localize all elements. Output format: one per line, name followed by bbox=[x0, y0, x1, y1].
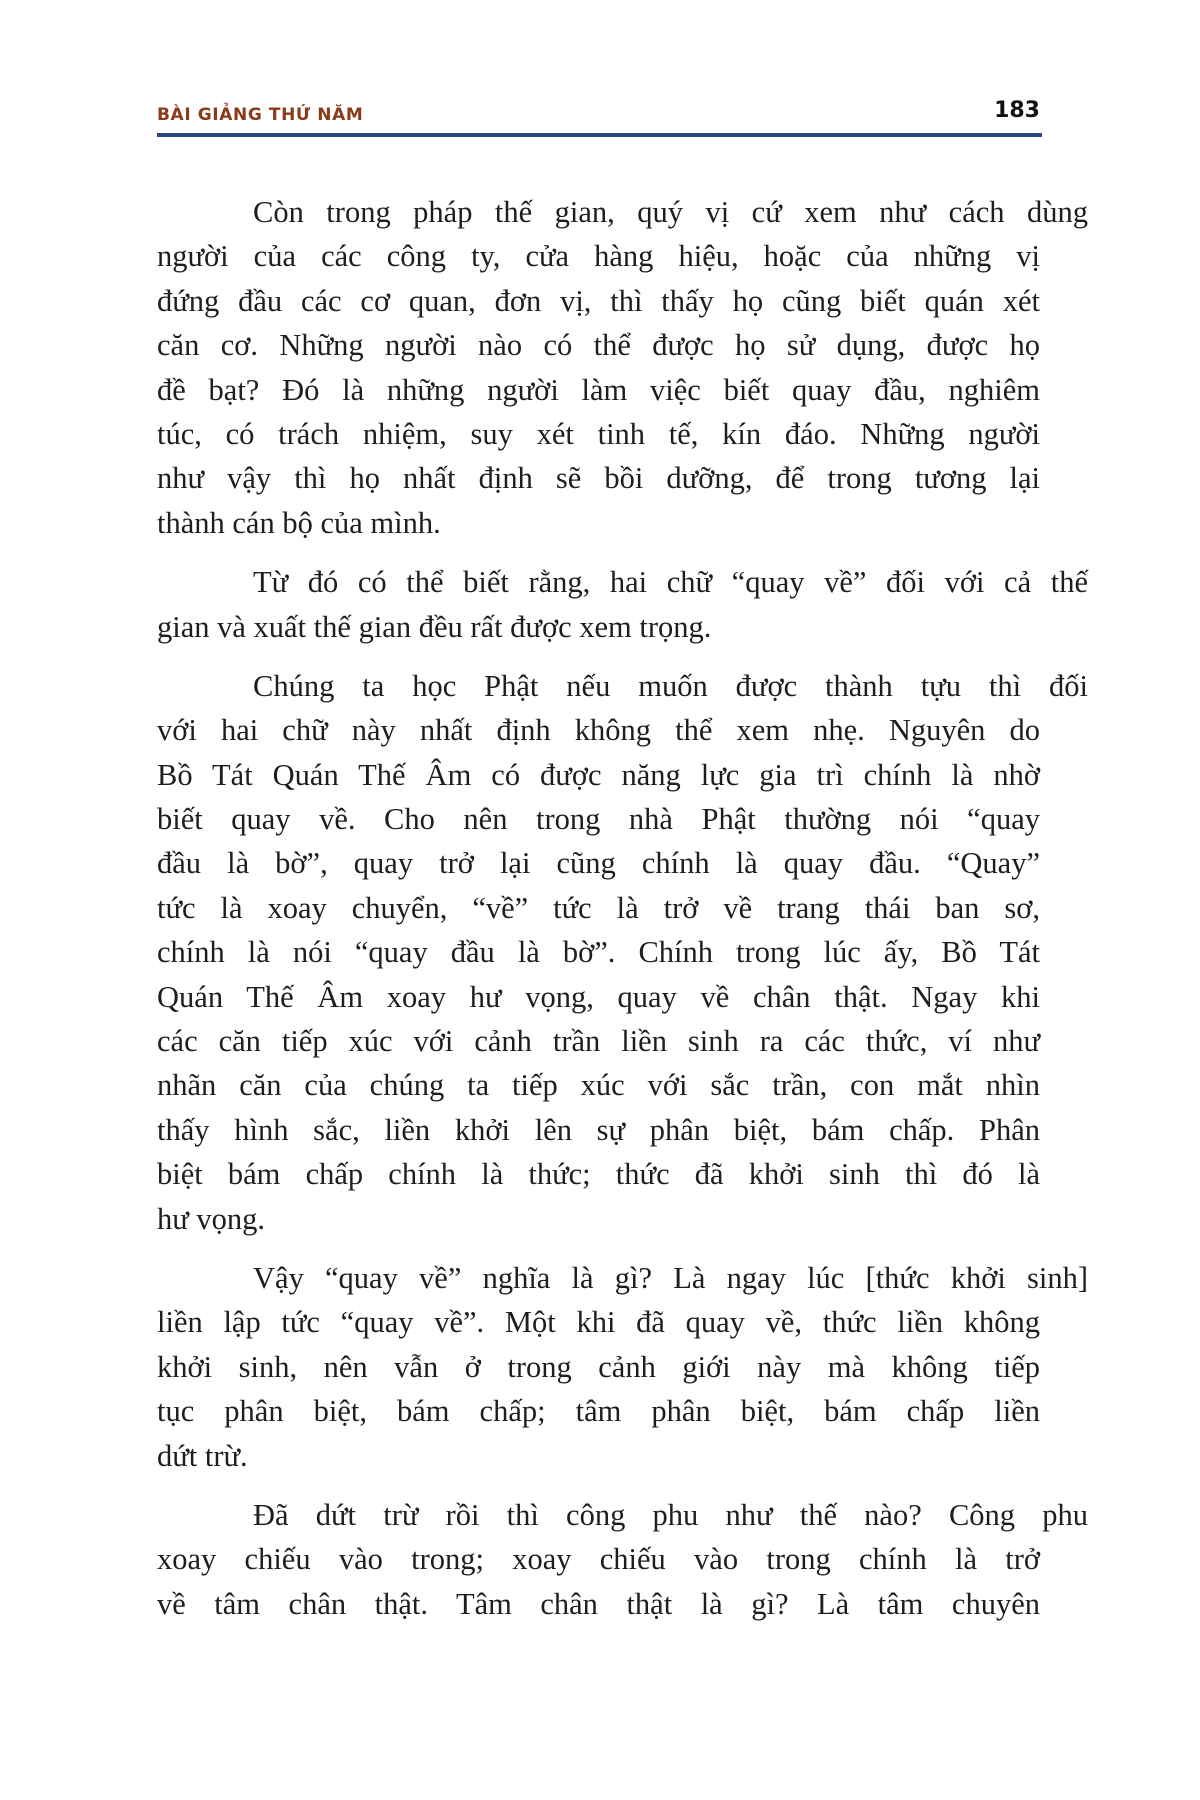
paragraph bbox=[157, 190, 1088, 545]
text-line bbox=[157, 605, 1040, 649]
header-rule bbox=[157, 133, 1042, 137]
text-line bbox=[157, 1152, 1040, 1196]
text-line bbox=[157, 930, 1040, 974]
text-line-content: Bồ Tát Quán Thế Âm có được năng lực gia trì chính là nhờ bbox=[157, 757, 1040, 792]
running-header bbox=[157, 100, 1040, 134]
text-line-content: biết quay về. Cho nên trong nhà Phật thường nói “quay bbox=[157, 802, 1040, 837]
text-line bbox=[157, 1256, 1088, 1300]
text-line-content: xoay chiếu vào trong; xoay chiếu vào trong chính là trở bbox=[157, 1542, 1040, 1577]
text-line bbox=[157, 412, 1040, 456]
text-line bbox=[157, 368, 1040, 412]
text-line bbox=[157, 1063, 1040, 1107]
text-line-content: với hai chữ này nhất định không thể xem nhẹ. Nguyên do bbox=[157, 713, 1040, 748]
text-line bbox=[157, 279, 1040, 323]
paragraph bbox=[157, 560, 1088, 649]
text-line-content: Quán Thế Âm xoay hư vọng, quay về chân thật. Ngay khi bbox=[157, 979, 1040, 1014]
paragraph bbox=[157, 1493, 1088, 1626]
page-number: 183 bbox=[994, 98, 1040, 123]
text-line-content: gian và xuất thế gian đều rất được xem trọng. bbox=[157, 609, 712, 644]
text-line bbox=[157, 1108, 1040, 1152]
text-line bbox=[157, 456, 1040, 500]
text-line bbox=[157, 560, 1088, 604]
text-line-content: tức là xoay chuyển, “về” tức là trở về trang thái ban sơ, bbox=[157, 890, 1040, 925]
text-line bbox=[157, 797, 1040, 841]
text-line bbox=[157, 886, 1040, 930]
paragraph bbox=[157, 664, 1088, 1241]
text-line bbox=[157, 753, 1040, 797]
text-line-content: căn cơ. Những người nào có thể được họ sử dụng, được họ bbox=[157, 328, 1040, 363]
text-line bbox=[157, 1300, 1040, 1344]
text-line bbox=[157, 1389, 1040, 1433]
text-line-content: Từ đó có thể biết rằng, hai chữ “quay về” đối với cả thế bbox=[253, 565, 1088, 600]
text-line-content: về tâm chân thật. Tâm chân thật là gì? Là tâm chuyên bbox=[157, 1586, 1040, 1621]
paragraph bbox=[157, 1256, 1088, 1478]
text-line bbox=[157, 1019, 1040, 1063]
text-line-content: thành cán bộ của mình. bbox=[157, 505, 441, 540]
text-line-content: liền lập tức “quay về”. Một khi đã quay về, thức liền không bbox=[157, 1305, 1040, 1340]
text-line-content: đứng đầu các cơ quan, đơn vị, thì thấy họ cũng biết quán xét bbox=[157, 283, 1040, 318]
text-line-content: Còn trong pháp thế gian, quý vị cứ xem như cách dùng bbox=[253, 195, 1088, 229]
text-line bbox=[157, 841, 1040, 885]
text-line bbox=[157, 1197, 1040, 1241]
section-title: BÀI GIẢNG THỨ NĂM bbox=[157, 105, 364, 125]
text-line-content: nhãn căn của chúng ta tiếp xúc với sắc trần, con mắt nhìn bbox=[157, 1068, 1040, 1103]
text-line-content: chính là nói “quay đầu là bờ”. Chính trong lúc ấy, Bồ Tát bbox=[157, 935, 1040, 970]
text-line bbox=[157, 708, 1040, 752]
text-line-content: đầu là bờ”, quay trở lại cũng chính là quay đầu. “Quay” bbox=[157, 846, 1040, 881]
text-line bbox=[157, 323, 1040, 367]
text-line bbox=[157, 501, 1040, 545]
text-line-content: hư vọng. bbox=[157, 1201, 266, 1236]
text-line-content: Vậy “quay về” nghĩa là gì? Là ngay lúc [thức khởi sinh] bbox=[253, 1260, 1088, 1295]
text-line-content: người của các công ty, cửa hàng hiệu, hoặc của những vị bbox=[157, 239, 1040, 274]
text-line bbox=[157, 1434, 1040, 1478]
text-line bbox=[157, 190, 1088, 234]
text-line bbox=[157, 1493, 1088, 1537]
text-line-content: thấy hình sắc, liền khởi lên sự phân biệt, bám chấp. Phân bbox=[157, 1112, 1040, 1147]
text-line bbox=[157, 664, 1088, 708]
text-line bbox=[157, 975, 1040, 1019]
text-line-content: Chúng ta học Phật nếu muốn được thành tựu thì đối bbox=[253, 668, 1088, 703]
text-line-content: như vậy thì họ nhất định sẽ bồi dưỡng, để trong tương lại bbox=[157, 461, 1040, 496]
text-line-content: túc, có trách nhiệm, suy xét tinh tế, kín đáo. Những người bbox=[157, 416, 1040, 451]
text-line bbox=[157, 1537, 1040, 1581]
text-line-content: khởi sinh, nên vẫn ở trong cảnh giới này mà không tiếp bbox=[157, 1349, 1040, 1384]
text-line-content: dứt trừ. bbox=[157, 1438, 248, 1473]
text-line bbox=[157, 1345, 1040, 1389]
text-line-content: tục phân biệt, bám chấp; tâm phân biệt, bám chấp liền bbox=[157, 1394, 1040, 1429]
body-text bbox=[157, 190, 1088, 1641]
text-line-content: Đã dứt trừ rồi thì công phu như thế nào? Công phu bbox=[253, 1497, 1088, 1532]
text-line-content: đề bạt? Đó là những người làm việc biết quay đầu, nghiêm bbox=[157, 372, 1040, 407]
text-line-content: các căn tiếp xúc với cảnh trần liền sinh ra các thức, ví như bbox=[157, 1024, 1040, 1059]
text-line bbox=[157, 1582, 1040, 1626]
text-line-content: biệt bám chấp chính là thức; thức đã khởi sinh thì đó là bbox=[157, 1157, 1040, 1192]
text-line bbox=[157, 234, 1040, 278]
